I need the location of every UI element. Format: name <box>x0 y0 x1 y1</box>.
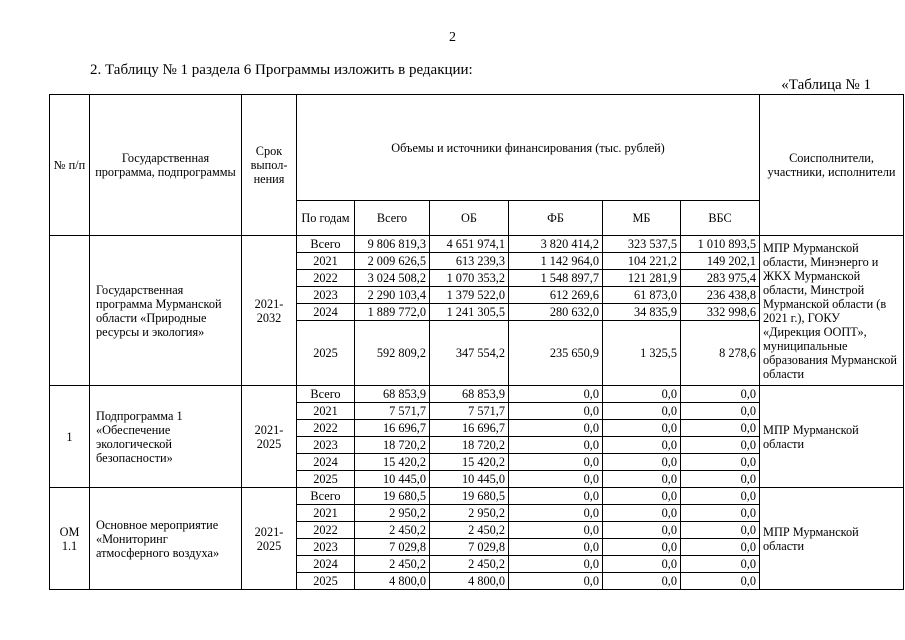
ob-cell: 19 680,5 <box>430 488 509 505</box>
partners-cell: МПР Мурманской области, Минэнерго и ЖКХ Мурманской области, Минстрой Мурманской области (в 2021 г.), ГОКУ «Дирекция ООПТ», муниципальные образования Мурманской области <box>760 236 904 386</box>
ob-cell: 2 450,2 <box>430 522 509 539</box>
program-term: 2021-2025 <box>242 386 297 488</box>
year-cell: 2023 <box>297 539 355 556</box>
program-name: Подпрограмма 1 «Обеспечение экологической безопасности» <box>90 386 242 488</box>
vbs-cell: 0,0 <box>681 505 760 522</box>
ob-cell: 68 853,9 <box>430 386 509 403</box>
year-cell: 2021 <box>297 505 355 522</box>
fb-cell: 0,0 <box>509 556 603 573</box>
ob-cell: 4 651 974,1 <box>430 236 509 253</box>
total-cell: 1 889 772,0 <box>355 304 430 321</box>
program-term: 2021-2032 <box>242 236 297 386</box>
ob-cell: 7 571,7 <box>430 403 509 420</box>
total-cell: 592 809,2 <box>355 321 430 386</box>
ob-cell: 18 720,2 <box>430 437 509 454</box>
ob-cell: 2 950,2 <box>430 505 509 522</box>
vbs-cell: 0,0 <box>681 539 760 556</box>
program-name: Государственная программа Мурманской области «Природные ресурсы и экология» <box>90 236 242 386</box>
mb-cell: 0,0 <box>603 556 681 573</box>
ob-cell: 4 800,0 <box>430 573 509 590</box>
total-cell: 7 571,7 <box>355 403 430 420</box>
header-funding: Объемы и источники финансирования (тыс. рублей) <box>297 95 760 201</box>
ob-cell: 10 445,0 <box>430 471 509 488</box>
mb-cell: 0,0 <box>603 420 681 437</box>
total-cell: 16 696,7 <box>355 420 430 437</box>
mb-cell: 0,0 <box>603 437 681 454</box>
fb-cell: 1 142 964,0 <box>509 253 603 270</box>
year-cell: Всего <box>297 386 355 403</box>
ob-cell: 347 554,2 <box>430 321 509 386</box>
total-cell: 4 800,0 <box>355 573 430 590</box>
vbs-cell: 0,0 <box>681 522 760 539</box>
program-name: Основное мероприятие «Мониторинг атмосферного воздуха» <box>90 488 242 590</box>
vbs-cell: 149 202,1 <box>681 253 760 270</box>
ob-cell: 16 696,7 <box>430 420 509 437</box>
ob-cell: 1 070 353,2 <box>430 270 509 287</box>
row-number: ОМ 1.1 <box>50 488 90 590</box>
table-row <box>50 386 904 403</box>
vbs-cell: 236 438,8 <box>681 287 760 304</box>
year-cell: 2025 <box>297 471 355 488</box>
mb-cell: 1 325,5 <box>603 321 681 386</box>
partners-cell: МПР Мурманской области <box>760 386 904 488</box>
fb-cell: 0,0 <box>509 471 603 488</box>
row-number <box>50 236 90 386</box>
fb-cell: 0,0 <box>509 403 603 420</box>
vbs-cell: 0,0 <box>681 437 760 454</box>
header-fb: ФБ <box>509 201 603 236</box>
total-cell: 2 450,2 <box>355 522 430 539</box>
vbs-cell: 0,0 <box>681 488 760 505</box>
fb-cell: 612 269,6 <box>509 287 603 304</box>
mb-cell: 0,0 <box>603 488 681 505</box>
intro-text: 2. Таблицу № 1 раздела 6 Программы изложить в редакции: <box>90 62 473 78</box>
total-cell: 68 853,9 <box>355 386 430 403</box>
mb-cell: 0,0 <box>603 573 681 590</box>
header-ob: ОБ <box>430 201 509 236</box>
mb-cell: 0,0 <box>603 471 681 488</box>
fb-cell: 0,0 <box>509 573 603 590</box>
table-caption: «Таблица № 1 <box>781 77 871 93</box>
year-cell: Всего <box>297 236 355 253</box>
vbs-cell: 8 278,6 <box>681 321 760 386</box>
total-cell: 18 720,2 <box>355 437 430 454</box>
total-cell: 2 290 103,4 <box>355 287 430 304</box>
ob-cell: 613 239,3 <box>430 253 509 270</box>
fb-cell: 0,0 <box>509 522 603 539</box>
row-number: 1 <box>50 386 90 488</box>
header-mb: МБ <box>603 201 681 236</box>
year-cell: 2024 <box>297 304 355 321</box>
vbs-cell: 283 975,4 <box>681 270 760 287</box>
mb-cell: 0,0 <box>603 386 681 403</box>
page-number: 2 <box>449 30 456 45</box>
fb-cell: 280 632,0 <box>509 304 603 321</box>
fb-cell: 0,0 <box>509 454 603 471</box>
header-num: № п/п <box>50 95 90 236</box>
program-term: 2021-2025 <box>242 488 297 590</box>
vbs-cell: 0,0 <box>681 420 760 437</box>
header-total: Всего <box>355 201 430 236</box>
vbs-cell: 0,0 <box>681 471 760 488</box>
fb-cell: 1 548 897,7 <box>509 270 603 287</box>
header-partners: Соисполнители, участники, исполнители <box>760 95 904 236</box>
vbs-cell: 0,0 <box>681 403 760 420</box>
fb-cell: 235 650,9 <box>509 321 603 386</box>
vbs-cell: 0,0 <box>681 573 760 590</box>
header-term: Срок выпол-нения <box>242 95 297 236</box>
header-vbs: ВБС <box>681 201 760 236</box>
table-row <box>50 236 904 253</box>
total-cell: 15 420,2 <box>355 454 430 471</box>
total-cell: 2 450,2 <box>355 556 430 573</box>
year-cell: 2022 <box>297 522 355 539</box>
year-cell: Всего <box>297 488 355 505</box>
year-cell: 2025 <box>297 321 355 386</box>
header-years: По годам <box>297 201 355 236</box>
header-program: Государственная программа, подпрограммы <box>90 95 242 236</box>
vbs-cell: 0,0 <box>681 454 760 471</box>
ob-cell: 15 420,2 <box>430 454 509 471</box>
year-cell: 2022 <box>297 270 355 287</box>
total-cell: 2 009 626,5 <box>355 253 430 270</box>
header-row <box>50 95 904 201</box>
fb-cell: 0,0 <box>509 539 603 556</box>
total-cell: 3 024 508,2 <box>355 270 430 287</box>
table-row <box>50 488 904 505</box>
vbs-cell: 332 998,6 <box>681 304 760 321</box>
year-cell: 2021 <box>297 403 355 420</box>
mb-cell: 34 835,9 <box>603 304 681 321</box>
year-cell: 2021 <box>297 253 355 270</box>
mb-cell: 323 537,5 <box>603 236 681 253</box>
mb-cell: 121 281,9 <box>603 270 681 287</box>
total-cell: 7 029,8 <box>355 539 430 556</box>
total-cell: 19 680,5 <box>355 488 430 505</box>
ob-cell: 1 241 305,5 <box>430 304 509 321</box>
partners-cell: МПР Мурманской области <box>760 488 904 590</box>
year-cell: 2023 <box>297 437 355 454</box>
mb-cell: 0,0 <box>603 522 681 539</box>
mb-cell: 61 873,0 <box>603 287 681 304</box>
fb-cell: 0,0 <box>509 505 603 522</box>
financing-table <box>49 94 904 590</box>
mb-cell: 0,0 <box>603 539 681 556</box>
vbs-cell: 0,0 <box>681 556 760 573</box>
year-cell: 2024 <box>297 556 355 573</box>
fb-cell: 3 820 414,2 <box>509 236 603 253</box>
total-cell: 9 806 819,3 <box>355 236 430 253</box>
year-cell: 2023 <box>297 287 355 304</box>
year-cell: 2025 <box>297 573 355 590</box>
mb-cell: 0,0 <box>603 454 681 471</box>
mb-cell: 0,0 <box>603 505 681 522</box>
total-cell: 2 950,2 <box>355 505 430 522</box>
year-cell: 2022 <box>297 420 355 437</box>
mb-cell: 0,0 <box>603 403 681 420</box>
ob-cell: 2 450,2 <box>430 556 509 573</box>
year-cell: 2024 <box>297 454 355 471</box>
ob-cell: 7 029,8 <box>430 539 509 556</box>
vbs-cell: 0,0 <box>681 386 760 403</box>
mb-cell: 104 221,2 <box>603 253 681 270</box>
fb-cell: 0,0 <box>509 420 603 437</box>
vbs-cell: 1 010 893,5 <box>681 236 760 253</box>
fb-cell: 0,0 <box>509 386 603 403</box>
ob-cell: 1 379 522,0 <box>430 287 509 304</box>
fb-cell: 0,0 <box>509 488 603 505</box>
total-cell: 10 445,0 <box>355 471 430 488</box>
fb-cell: 0,0 <box>509 437 603 454</box>
